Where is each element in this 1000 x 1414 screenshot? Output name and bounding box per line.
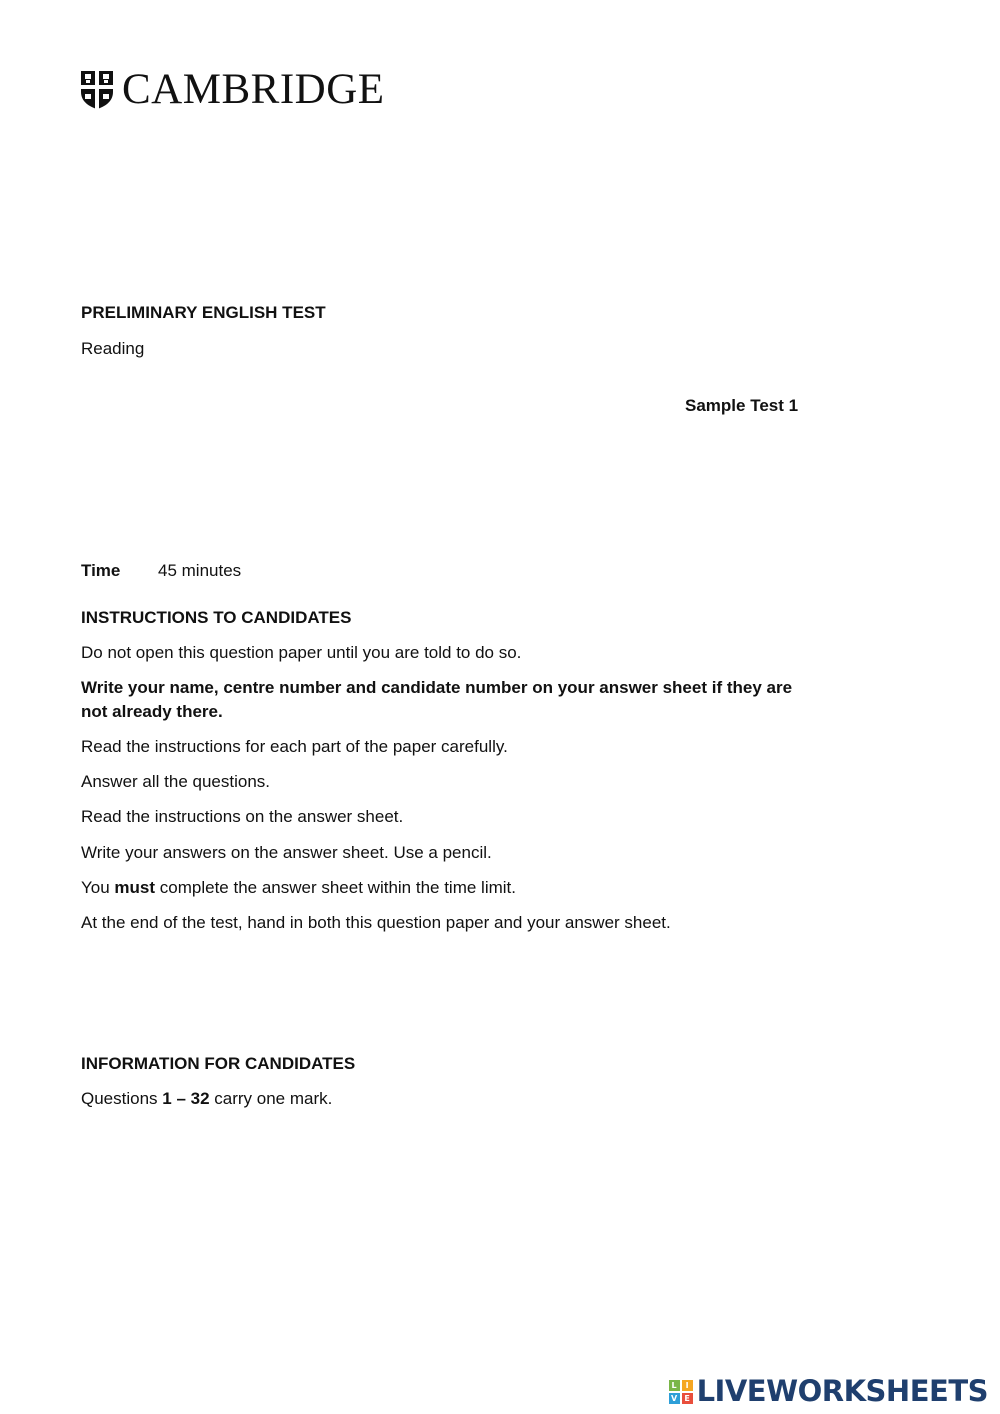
liveworksheets-wordmark: LIVEWORKSHEETS [696, 1374, 988, 1408]
logo-block: E [682, 1393, 693, 1404]
liveworksheets-logo [669, 1374, 988, 1408]
time-label: Time [81, 561, 121, 580]
instruction-line: At the end of the test, hand in both this question paper and your answer sheet. [81, 913, 671, 932]
question-range: 1 – 32 [162, 1089, 210, 1108]
instruction-line: Do not open this question paper until you are told to do so. [81, 643, 522, 662]
crest-icon [80, 70, 114, 110]
logo-block: V [669, 1393, 680, 1404]
instruction-emphasis: must [114, 878, 156, 897]
instruction-line-bold: Write your name, centre number and candidate number on your answer sheet if they are not already there. [81, 678, 793, 721]
logo-block: I [682, 1380, 693, 1391]
instructions-heading: INSTRUCTIONS TO CANDIDATES [81, 608, 352, 627]
logo-block: L [669, 1380, 680, 1391]
instruction-text: You [81, 878, 115, 897]
logo-wordmark: CAMBRIDGE [122, 66, 385, 113]
information-heading: INFORMATION FOR CANDIDATES [81, 1054, 356, 1073]
instruction-line: Read the instructions for each part of the paper carefully. [81, 737, 508, 756]
sample-test-label: Sample Test 1 [685, 396, 799, 415]
time-value: 45 minutes [158, 561, 242, 580]
instruction-text: complete the answer sheet within the time limit. [155, 878, 516, 897]
information-text: Questions [81, 1089, 163, 1108]
instruction-line: Answer all the questions. [81, 772, 270, 791]
paper-name: Reading [81, 339, 145, 358]
information-text: carry one mark. [209, 1089, 333, 1108]
exam-title: PRELIMINARY ENGLISH TEST [81, 303, 326, 322]
instruction-line: Write your answers on the answer sheet. Use a pencil. [81, 843, 492, 862]
liveworksheets-blocks-icon [669, 1380, 693, 1404]
instruction-line: Read the instructions on the answer sheet. [81, 807, 404, 826]
instruction-line [81, 876, 516, 900]
cambridge-logo [80, 68, 385, 111]
information-line [81, 1087, 332, 1111]
